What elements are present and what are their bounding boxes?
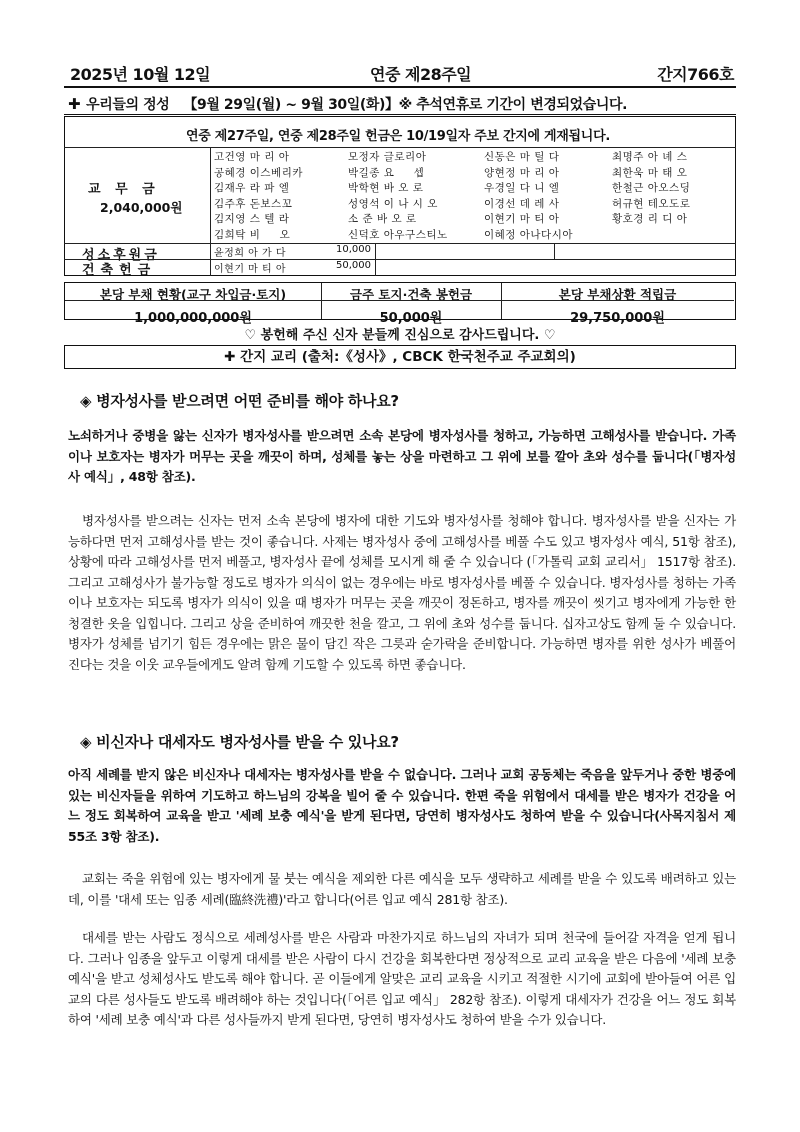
answer-1: 노쇠하거나 중병을 앓는 신자가 병자성사를 받으려면 소속 본당에 병자성사를 청하고, 가능하면 고해성사를 받습니다. 가족이나 보호자는 병자가 머무는 곳을 깨끗이 하며, 성체를 놓는 상을 마련하고 그 위에 보를 깔아 초와 성수를 둡니다(「병자성사 예식」, 48항 참조). xyxy=(68,428,736,484)
sacred-donor: 윤정희 아 가 다 xyxy=(214,248,286,259)
body-1-1: 병자성사를 받으려는 신자는 먼저 소속 본당에 병자에 대한 기도와 병자성사를 청해야 합니다. 병자성사를 받을 신자는 가능하다면 먼저 고해성사를 받는 것이 좋습니다. 사제는 병자성사 중에 고해성사를 베풀 수도 있고 병자성사 예식, 51항 참조), 상황에 따라 고해성사를 먼저 베풀고, 병자성사 끝에 성체를 모시게 해 줄 수 있습니다 (「가톨릭 교회 교리서」 1517항 참조). 그리고 고해성사가 불가능할 정도로 병자가 의식이 없는 경우에는 바로 병자성사를 베풀 수 있습니다. 병자성사를 청하는 가족이나 보호자는 되도록 병자가 의식이 있을 때 병자가 머무는 곳을 깨끗이 정돈하고, 병자를 깨끗이 씻기고 병자에게 가능한 한 청결한 옷을 입힙니다. 그리고 상을 준비하여 깨끗한 천을 깔고, 그 위에 초와 성수를 둡니다. 십자고상도 함께 둘 수 있습니다. 병자가 성체를 넘기기 힘든 경우에는 맑은 물이 담긴 작은 그릇과 숟가락을 준비합니다. 가능하면 병자를 위한 성사가 베풀어진다는 것을 이웃 교우들에게도 알려 함께 기도할 수 있도록 하면 좋습니다. xyxy=(68,513,736,672)
offering-title-row xyxy=(68,94,738,114)
offering-notice: 연중 제27주일, 연중 제28주일 헌금은 10/19일자 주보 간지에 게재됩니다. xyxy=(186,129,610,144)
offering-period: 【9월 29일(월) ~ 9월 30일(화)】※ 추석연휴로 기간이 변경되었습니다. xyxy=(183,97,628,113)
summary-debt-label: 본당 부채 현황(교구 차입금·토지) xyxy=(99,287,287,302)
summary-row-divider xyxy=(65,300,734,301)
donor-column-2: 모정자 글로리아 박길종 요 셉 박학현 바 오 로 성영석 이 나 시 오 소 준 바 오 로 신덕호 아우구스티노 xyxy=(348,151,448,241)
question-2: ◈ 비신자나 대세자도 병자성사를 받을 수 있나요? xyxy=(80,733,399,751)
sacred-label: 성소후원금 xyxy=(82,248,160,263)
debt-summary xyxy=(64,282,736,326)
donor-column-1: 고건영 마 리 아 공혜경 이스베리카 김재우 라 파 엘 김주후 돈보스꼬 김지영 스 텔 라 김희탁 비 오 xyxy=(214,151,303,241)
offering-title: 우리들의 정성 xyxy=(86,97,170,113)
education-amount: 2,040,000원 xyxy=(100,200,183,215)
empty-divider xyxy=(554,243,555,259)
cross-icon: ✚ xyxy=(68,95,81,113)
donor-column-3: 신동은 마 틸 다 양현정 마 리 아 우경일 다 니 엘 이경선 데 레 사 이현기 마 티 아 이혜정 아나다시아 xyxy=(484,151,573,241)
sacred-amount: 10,000 xyxy=(336,244,371,255)
building-label: 건축헌금 xyxy=(82,263,157,278)
body-2-1: 교회는 죽을 위험에 있는 병자에게 물 붓는 예식을 제외한 다른 예식을 모두 생략하고 세례를 받을 수 있도록 배려하고 있는데, 이를 '대세 또는 임종 세례(臨終洗禮)'라고 합니다(어른 입교 예식 281항 참조). xyxy=(68,871,736,907)
bulletin-header xyxy=(64,62,736,86)
summary-debt xyxy=(65,283,321,326)
liturgical-week: 연중 제28주일 xyxy=(370,65,472,84)
thanks-message: ♡ 봉헌해 주신 신자 분들께 진심으로 감사드립니다. ♡ xyxy=(244,328,556,343)
summary-reserve-label: 본당 부채상환 적립금 xyxy=(558,287,677,302)
sacred-divider xyxy=(64,243,736,244)
summary-reserve-value: 29,750,000원 xyxy=(570,311,665,326)
catechism-title: ✚ 간지 교리 (출처:《성사》, CBCK 한국천주교 주교회의) xyxy=(64,345,736,369)
question-1: ◈ 병자성사를 받으려면 어떤 준비를 해야 하나요? xyxy=(80,392,399,410)
education-label: 교 무 금 xyxy=(88,182,160,197)
summary-weekly-value: 50,000원 xyxy=(379,311,443,326)
category-divider xyxy=(210,147,211,276)
header-divider xyxy=(64,86,736,88)
summary-reserve xyxy=(501,283,734,326)
summary-weekly xyxy=(321,283,501,326)
summary-debt-value: 1,000,000,000원 xyxy=(134,311,252,326)
building-donor: 이현기 마 티 아 xyxy=(214,264,286,275)
donor-column-4: 최명주 아 녜 스 최한욱 마 태 오 한철근 아오스딩 허규현 테오도로 황호경 리 디 아 xyxy=(612,151,691,226)
body-2-2: 대세를 받는 사람도 정식으로 세례성사를 받은 사람과 마찬가지로 하느님의 자녀가 되며 천국에 들어갈 자격을 얻게 됩니다. 그러나 임종을 앞두고 이렇게 대세를 받은 사람이 다시 건강을 회복한다면 정상적으로 교리 교육을 받은 다음에 '세례 보충 예식'을 받고 성체성사도 받도록 해야 합니다. 곧 이들에게 알맞은 교리 교육을 시키고 적절한 시기에 교회에 받아들여 어른 입교의 다른 성사들도 받도록 배려해야 하는 것입니다(「어른 입교 예식」 282항 참조). 이렇게 대세자가 건강을 어느 정도 회복하여 '세례 보충 예식'과 다른 성사들까지 받게 된다면, 당연히 병자성사도 청하여 받을 수가 있습니다. xyxy=(68,930,736,1027)
building-amount: 50,000 xyxy=(336,260,371,271)
issue-number: 간지766호 xyxy=(657,65,734,84)
bulletin-date: 2025년 10월 12일 xyxy=(70,65,211,84)
building-divider xyxy=(64,259,736,260)
summary-weekly-label: 금주 토지·건축 봉헌금 xyxy=(349,287,473,302)
notice-divider xyxy=(64,147,736,148)
answer-2: 아직 세례를 받지 않은 비신자나 대세자는 병자성사를 받을 수 없습니다. 그러나 교회 공동체는 죽음을 앞두거나 중한 병중에 있는 비신자들을 위하여 기도하고 하느님의 강복을 빌어 줄 수 있습니다. 한편 죽을 위험에서 대세를 받은 병자가 건강을 어느 정도 회복하여 교육을 받고 '세례 보충 예식'을 받게 된다면, 당연히 병자성사도 청하여 받을 수 있습니다(사목지침서 제55조 3항 참조). xyxy=(68,767,736,844)
offering-divider xyxy=(64,114,736,115)
